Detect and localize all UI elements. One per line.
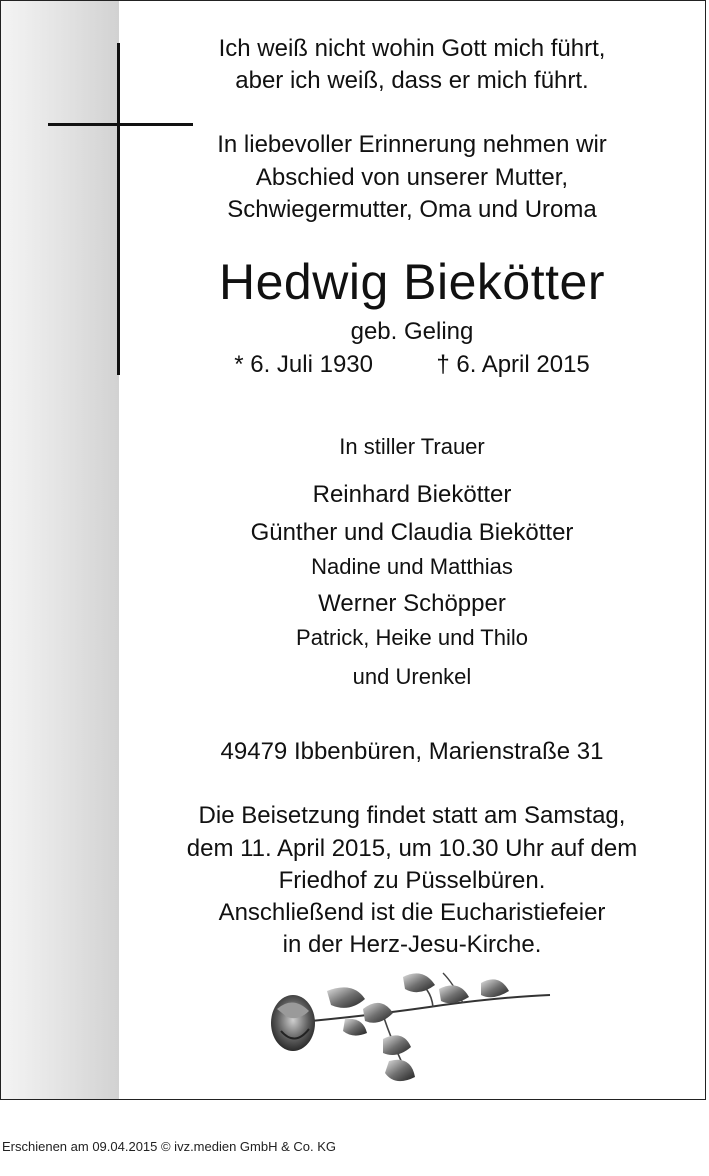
funeral-line: Die Beisetzung findet statt am Samstag, [198,802,626,829]
family-member: Günther und Claudia Biekötter [250,519,574,546]
quote-line-2: aber ich weiß, dass er mich führt. [235,67,589,94]
publication-footer: Erschienen am 09.04.2015 © ivz.medien GmbH & Co. KG [2,1139,337,1154]
maiden-name: geb. Geling [350,318,474,345]
intro-line-1: In liebevoller Erinnerung nehmen wir [217,131,607,158]
birth-date: * 6. Juli 1930 [234,351,373,378]
family-member: Patrick, Heike und Thilo [296,625,528,650]
family-member: Reinhard Biekötter [312,481,512,508]
family-member: Nadine und Matthias [311,554,513,579]
mourning-line: In stiller Trauer [339,434,485,459]
side-shading [1,1,119,1099]
funeral-line: Anschließend ist die Eucharistiefeier [218,899,606,926]
funeral-line: dem 11. April 2015, um 10.30 Uhr auf dem [186,835,638,862]
intro-line-3: Schwiegermutter, Oma und Uroma [227,196,597,223]
funeral-line: in der Herz-Jesu-Kirche. [282,931,542,958]
deceased-name: Hedwig Biekötter [219,254,605,310]
family-member: Werner Schöpper [318,590,506,617]
funeral-line: Friedhof zu Püsselbüren. [278,867,546,894]
death-date: † 6. April 2015 [436,351,590,378]
address: 49479 Ibbenbüren, Marienstraße 31 [220,738,604,765]
rose-icon [263,969,553,1095]
quote-line-1: Ich weiß nicht wohin Gott mich führt, [218,35,606,62]
life-dates [119,351,705,379]
intro-line-2: Abschied von unserer Mutter, [255,164,569,191]
family-member: und Urenkel [352,664,472,689]
